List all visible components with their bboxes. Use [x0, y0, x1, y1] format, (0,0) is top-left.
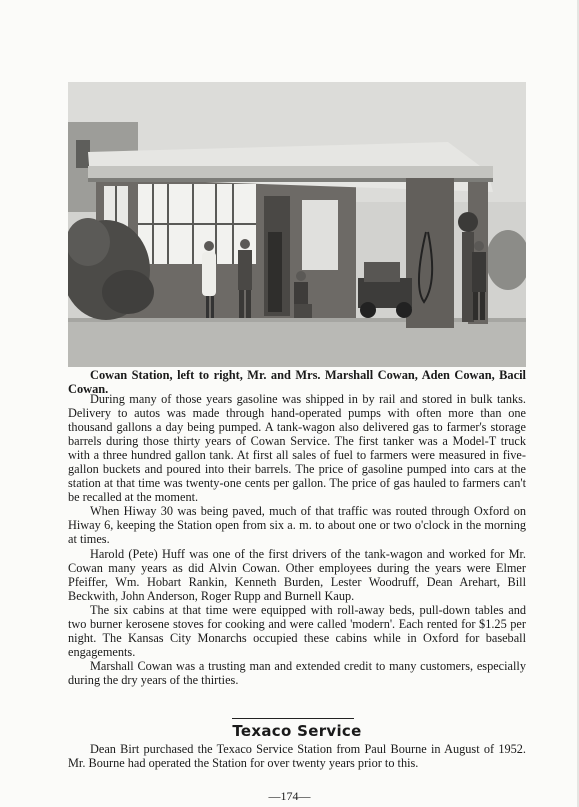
station-photo — [68, 82, 526, 367]
station-photo-illustration — [68, 82, 526, 367]
paragraph: Harold (Pete) Huff was one of the first drivers of the tank-wagon and worked for Mr. Cowan many years as did Alvin Cowan. Other employees during the years were Elmer Pfeiffer, Wm. Hobart Rankin, Kenneth Burden, Lester Woodruff, Dean Arehart, Bill Beckwith, John Anderson, Roger Rupp and Burnell Kaup. — [68, 546, 526, 603]
photo-caption: Cowan Station, left to right, Mr. and Mrs. Marshall Cowan, Aden Cowan, Bacil Cowan. — [68, 368, 526, 396]
paragraph: Marshall Cowan was a trusting man and extended credit to many customers, especially during the dry years of the thirties. — [68, 658, 526, 687]
paragraph: The six cabins at that time were equipped with roll-away beds, pull-down tables and two burner kerosene stoves for cooking and were called 'modern'. Each rented for $1.25 per night. The Kansas City Monarchs occupied these cabins while in Oxford for baseball engagements. — [68, 602, 526, 659]
paragraph: Dean Birt purchased the Texaco Service Station from Paul Bourne in August of 1952. Mr. Bourne had operated the Station for over twenty years prior to this. — [68, 742, 526, 771]
article-body — [68, 392, 526, 687]
paragraph: When Hiway 30 was being paved, much of that traffic was routed through Oxford on Hiway 6, keeping the Station open from six a. m. to about one or two o'clock in the morning at times. — [68, 504, 526, 547]
paragraph: During many of those years gasoline was shipped in by rail and stored in bulk tanks. Delivery to autos was made through hand-operated pumps with often more than one thousand gallons a day being pumped. A tank-wagon also delivered gas to farmer's storage barrels during those thirty years of Cowan Service. The first tanker was a Model-T truck with a three hundred gallon tank. At first all sales of fuel to farmers were measured in five-gallon buckets and poured into their barrels. The price of gasoline pumped into cars at the station at that time was twenty-one cents per gallon. The price of gas hauled to farmers can't be recalled at the moment. — [68, 392, 526, 505]
section-divider — [232, 718, 354, 719]
section-heading: Texaco Service — [232, 722, 362, 740]
section-body — [68, 742, 526, 770]
page-number: —174— — [268, 789, 311, 803]
